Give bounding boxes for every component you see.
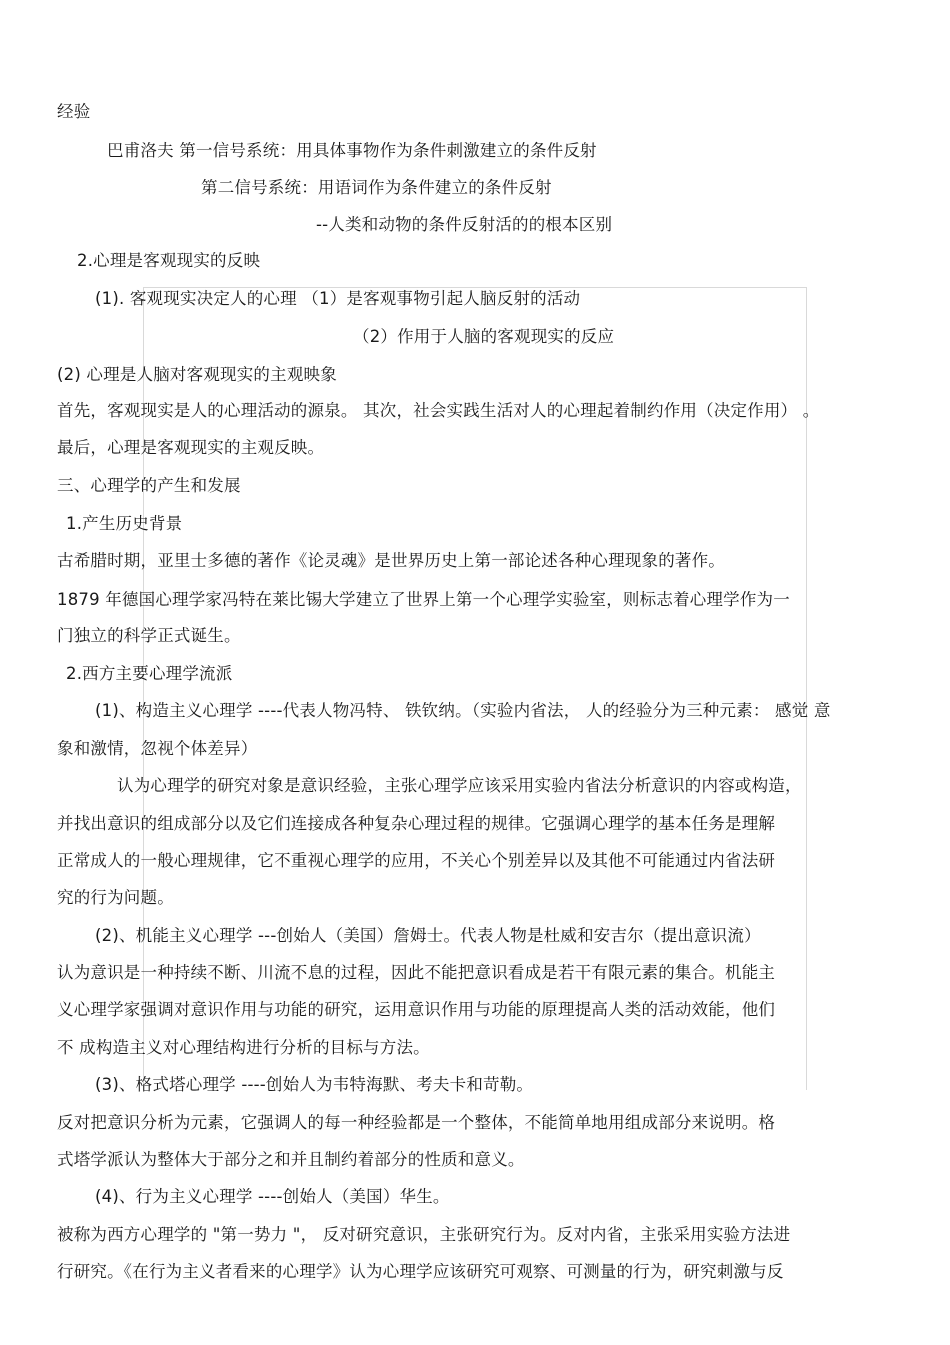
text-line-structuralism-c: 认为心理学的研究对象是意识经验，主张心理学应该采用实验内省法分析意识的内容或构造，	[117, 776, 802, 795]
text-line-functionalism-a: (2)、机能主义心理学 ---创始人（美国）詹姆士。代表人物是杜威和安吉尔（提出意识流）	[95, 926, 761, 945]
text-line-1879-b: 门独立的科学正式诞生。	[57, 626, 241, 645]
text-line-structuralism-d: 并找出意识的组成部分以及它们连接成各种复杂心理过程的规律。它强调心理学的基本任务是理解	[57, 814, 776, 833]
text-line-gestalt-a: (3)、格式塔心理学 ----创始人为韦特海默、考夫卡和苛勒。	[95, 1075, 534, 1094]
text-line-gestalt-c: 式塔学派认为整体大于部分之和并且制约着部分的性质和意义。	[57, 1150, 525, 1169]
text-line-pavlov-first-signal: 巴甫洛夫 第一信号系统：用具体事物作为条件刺激建立的条件反射	[107, 141, 597, 160]
section-heading-3: 三、心理学的产生和发展	[57, 476, 241, 495]
text-line-behaviorism-c: 行研究。《在行为主义者看来的心理学》认为心理学应该研究可观察、可测量的行为，研究刺激与反	[57, 1262, 784, 1281]
text-line-structuralism-e: 正常成人的一般心理规律，它不重视心理学的应用，不关心个别差异以及其他不可能通过内省法研	[57, 851, 776, 870]
text-line-structuralism-f: 究的行为问题。	[57, 888, 174, 907]
text-line-functionalism-c: 义心理学家强调对意识作用与功能的研究，运用意识作用与功能的原理提高人类的活动效能，他们	[57, 1000, 776, 1019]
text-line-second-signal: 第二信号系统：用语词作为条件建立的条件反射	[201, 178, 552, 197]
text-line-structuralism-b: 象和激情，忽视个体差异）	[57, 739, 258, 758]
text-line-1879-a: 1879 年德国心理学家冯特在莱比锡大学建立了世界上第一个心理学实验室，则标志着心理学作为一	[57, 590, 790, 609]
text-line-functionalism-d: 不 成构造主义对心理结构进行分析的目标与方法。	[57, 1038, 430, 1057]
text-line-behaviorism-a: (4)、行为主义心理学 ----创始人（美国）华生。	[95, 1187, 450, 1206]
text-line-ancient-greece: 古希腊时期，亚里士多德的著作《论灵魂》是世界历史上第一部论述各种心理现象的著作。	[57, 551, 725, 570]
text-line-structuralism-a: (1)、构造主义心理学 ----代表人物冯特、 铁钦纳。（实验内省法， 人的经验分为三种元素： 感觉 意	[95, 701, 831, 720]
subheading-schools: 2.西方主要心理学流派	[66, 664, 233, 683]
text-line-behaviorism-b: 被称为西方心理学的 "第一势力 "， 反对研究意识，主张研究行为。反对内省，主张采用实验方法进	[57, 1225, 791, 1244]
text-line-first-second: 首先，客观现实是人的心理活动的源泉。 其次，社会实践生活对人的心理起着制约作用（决定作用） 。	[57, 401, 820, 420]
text-line-fundamental-difference: --人类和动物的条件反射活的的根本区别	[316, 215, 613, 234]
text-line-reality-reflection: （2）作用于人脑的客观现实的反应	[353, 327, 615, 346]
text-line-reality-determines: (1). 客观现实决定人的心理 （1）是客观事物引起人脑反射的活动	[95, 289, 581, 308]
text-line-functionalism-b: 认为意识是一种持续不断、川流不息的过程，因此不能把意识看成是若干有限元素的集合。机能主	[57, 963, 776, 982]
text-line-gestalt-b: 反对把意识分析为元素，它强调人的每一种经验都是一个整体，不能简单地用组成部分来说明。格	[57, 1113, 776, 1132]
section-heading-2: 2.心理是客观现实的反映	[77, 251, 261, 270]
text-line-heading-experience: 经验	[57, 102, 91, 121]
text-line-subjective-image: (2) 心理是人脑对客观现实的主观映象	[57, 365, 337, 384]
text-line-finally: 最后，心理是客观现实的主观反映。	[57, 438, 325, 457]
subheading-background: 1.产生历史背景	[66, 514, 183, 533]
